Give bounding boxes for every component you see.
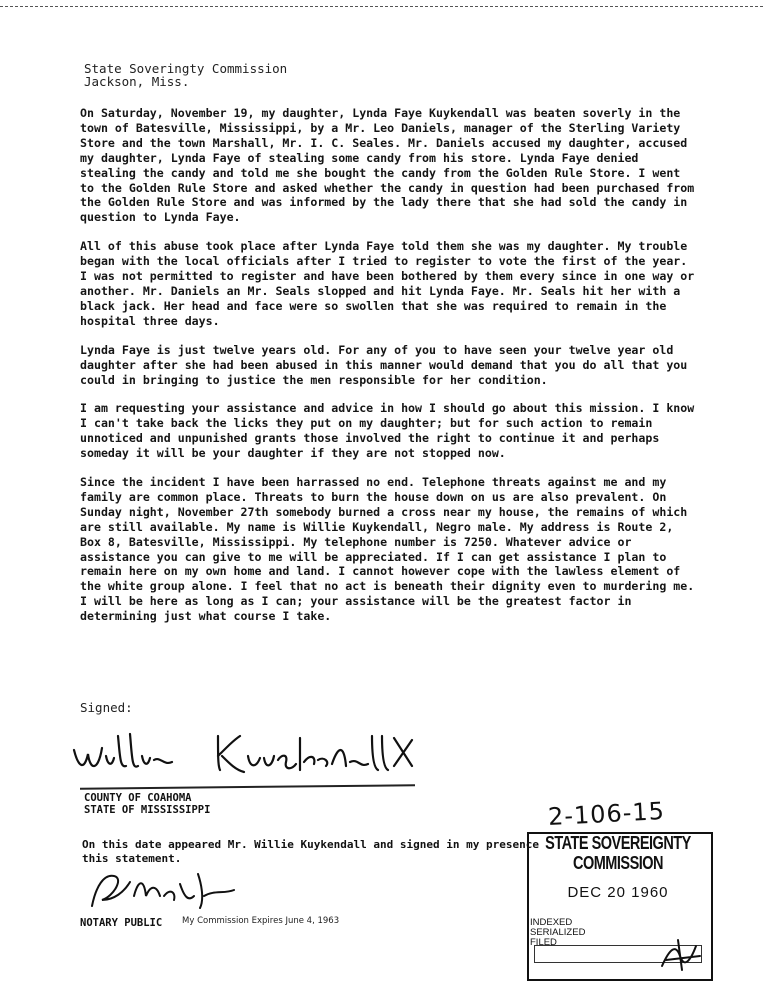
handwritten-file-number: 2-106-15	[547, 796, 666, 832]
stamp-status-list	[530, 918, 585, 948]
paragraph-1: On Saturday, November 19, my daughter, Lynda Faye Kuykendall was beaten soverly in the town of Batesville, Mississippi, by a Mr. Leo Daniels, manager of the Sterling Variety Store and the town Marshall, Mr. I. C. Seales. Mr. Daniels accused my daughter, accused my daughter, Lynda Faye of stealing some candy from his store. Lynda Faye denied stealing the candy and told me she bought the candy from the Golden Rule Store. I went to the Golden Rule Store and asked whether the candy in question had been purchased from the Golden Rule Store and was informed by the lady there that she had sold the candy in question to Lynda Faye.	[80, 106, 695, 225]
top-dashed-edge	[0, 6, 763, 7]
paragraph-2: All of this abuse took place after Lynda Faye told them she was my daughter. My trouble began with the local officials after I tried to register to vote the first of the year. I was not permitted to register and have been bothered by them every since in one way or another. Mr. Daniels an Mr. Seals slopped and hit Lynda Faye. Mr. Seals hit her with a black jack. Her head and face were so swollen that she was required to remain in the hospital three days.	[80, 239, 695, 328]
notary-public-label: NOTARY PUBLIC	[80, 917, 163, 929]
paragraph-3: Lynda Faye is just twelve years old. For any of you to have seen your twelve year old daughter after she had been abused in this manner would demand that you do all that you could in bringing to justice the men responsible for her condition.	[80, 342, 688, 387]
paragraph-5: Since the incident I have been harrassed no end. Telephone threats against me and my family are common place. Threats to burn the house down on us are also prevalent. On Sunday night, November 27th somebody burned a cross near my house, the remains of which are still available. My name is Willie Kuykendall, Negro male. My address is Route 2, Box 8, Batesville, Mississippi. My telephone number is 7250. Whatever advice or assistance you can give to me will be appreciated. If I can get assistance I plan to remain here on my own home and land. I cannot however cope with the lawless element of the white group alone. I feel that no act is beneath their dignity even to murdering me. I will be here as long as I can; your assistance will be the greatest factor in determining just what course I take.	[80, 475, 695, 624]
addressee-block	[84, 62, 287, 88]
addressee-line-2: Jackson, Miss.	[84, 74, 190, 89]
stamp-title: STATE SOVEREIGNTY COMMISSION	[545, 834, 691, 874]
stamp-indexed: INDEXED	[530, 917, 573, 928]
stamp-serialized: SERIALIZED	[530, 927, 586, 938]
stamp-date: DEC 20 1960	[567, 884, 669, 901]
signed-label: Signed:	[80, 700, 133, 715]
stamp-initials	[656, 938, 706, 972]
signature-line	[80, 784, 415, 790]
paragraph-4: I am requesting your assistance and advice in how I should go about this mission. I know I can't take back the licks they put on my daughter; but for such action to remain unnoticed and unpunished grants those involved the right to continue it and perhaps someday it will be your daughter if they are not stopped now.	[80, 401, 695, 461]
state-line: STATE OF MISSISSIPPI	[84, 804, 211, 816]
letter-body	[80, 106, 700, 638]
handwritten-signature	[68, 726, 418, 782]
county-line: COUNTY OF COAHOMA	[84, 792, 192, 804]
notary-signature	[84, 866, 254, 912]
commission-expires: My Commission Expires June 4, 1963	[182, 916, 340, 926]
stamp-filed: FILED	[530, 937, 557, 948]
addressee-line-1: State Soveringty Commission	[84, 61, 288, 76]
notary-statement: On this date appeared Mr. Willie Kuykendall and signed in my presence this statement.	[82, 838, 539, 865]
county-block	[84, 792, 210, 816]
